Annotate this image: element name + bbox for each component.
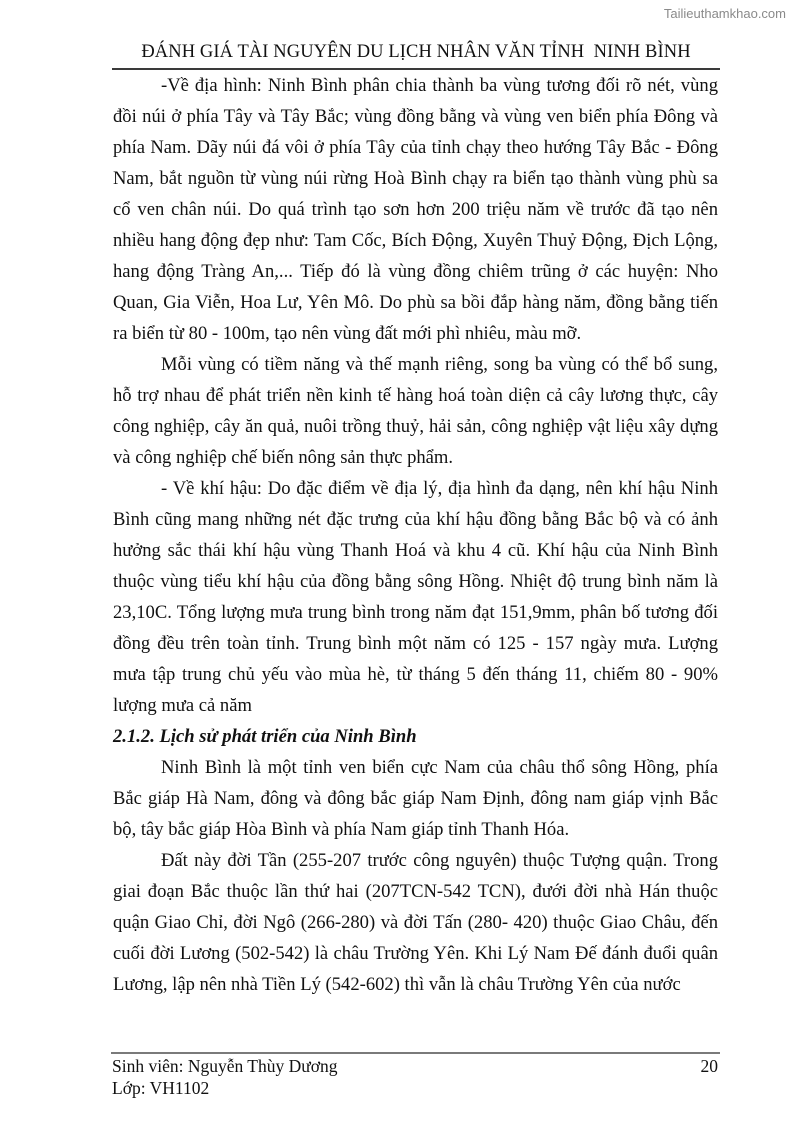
footer-class: Lớp: VH1102 (112, 1078, 210, 1098)
paragraph-history: Đất này đời Tần (255-207 trước công nguyên) thuộc Tượng quận. Trong giai đoạn Bắc thuộc lần thứ hai (207TCN-542 TCN), đưới đời nhà Hán thuộc quận Giao Chỉ, đời Ngô (266-280) và đời Tấn (280- 420) thuộc Giao Châu, đến cuối đời Lương (502-542) là châu Trường Yên. Khi Lý Nam Đế đánh đuổi quân Lương, lập nên nhà Tiền Lý (542-602) thì vẫn là châu Trường Yên của nước (113, 850, 718, 995)
section-heading: 2.1.2. Lịch sử phát triển của Ninh Bình (113, 726, 417, 747)
footer-divider (111, 1052, 720, 1054)
paragraph-location: Ninh Bình là một tỉnh ven biển cực Nam của châu thổ sông Hồng, phía Bắc giáp Hà Nam, đông và đông bắc giáp Nam Định, đông nam giáp vịnh Bắc bộ, tây bắc giáp Hòa Bình và phía Nam giáp tỉnh Thanh Hóa. (113, 757, 718, 840)
footer-student-name: Sinh viên: Nguyễn Thùy Dương (112, 1056, 338, 1076)
watermark: Tailieuthamkhao.com (663, 6, 786, 21)
document-body (113, 70, 718, 1000)
page-footer (112, 1055, 718, 1099)
page-number: 20 (700, 1056, 718, 1076)
page-header-title: ĐÁNH GIÁ TÀI NGUYÊN DU LỊCH NHÂN VĂN TỈNH NINH BÌNH (141, 42, 691, 62)
paragraph-climate: - Về khí hậu: Do đặc điểm về địa lý, địa hình đa dạng, nên khí hậu Ninh Bình cũng mang những nét đặc trưng của khí hậu đồng bằng Bắc bộ và có ảnh hưởng sắc thái khí hậu vùng Thanh Hoá và khu 4 cũ. Khí hậu của Ninh Bình thuộc vùng tiểu khí hậu của đồng bằng sông Hồng. Nhiệt độ trung bình năm là 23,10C. Tổng lượng mưa trung bình trong năm đạt 151,9mm, phân bố tương đối đồng đều trên toàn tỉnh. Trung bình một năm có 125 - 157 ngày mưa. Lượng mưa tập trung chủ yếu vào mùa hè, từ tháng 5 đến tháng 11, chiếm 80 - 90% lượng mưa cả năm (113, 478, 718, 716)
paragraph-terrain: -Về địa hình: Ninh Bình phân chia thành ba vùng tương đối rõ nét, vùng đồi núi ở phía Tây và Tây Bắc; vùng đồng bằng và vùng ven biển phía Đông và phía Nam. Dãy núi đá vôi ở phía Tây của tỉnh chạy theo hướng Tây Bắc - Đông Nam, bắt nguồn từ vùng núi rừng Hoà Bình chạy ra biển tạo thành vùng phù sa cổ ven chân núi. Do quá trình tạo sơn hơn 200 triệu năm về trước đã tạo nên nhiều hang động đẹp như: Tam Cốc, Bích Động, Xuyên Thuỷ Động, Địch Lộng, hang động Tràng An,... Tiếp đó là vùng đồng chiêm trũng ở các huyện: Nho Quan, Gia Viễn, Hoa Lư, Yên Mô. Do phù sa bồi đắp hàng năm, đồng bằng tiến ra biển từ 80 - 100m, tạo nên vùng đất mới phì nhiêu, màu mỡ. (113, 75, 718, 344)
paragraph-regions: Mỗi vùng có tiềm năng và thế mạnh riêng, song ba vùng có thể bổ sung, hỗ trợ nhau để phát triển nền kinh tế hàng hoá toàn diện cả cây lương thực, cây công nghiệp, cây ăn quả, nuôi trồng thuỷ, hải sản, công nghiệp vật liệu xây dựng và công nghiệp chế biến nông sản thực phẩm. (113, 354, 718, 468)
